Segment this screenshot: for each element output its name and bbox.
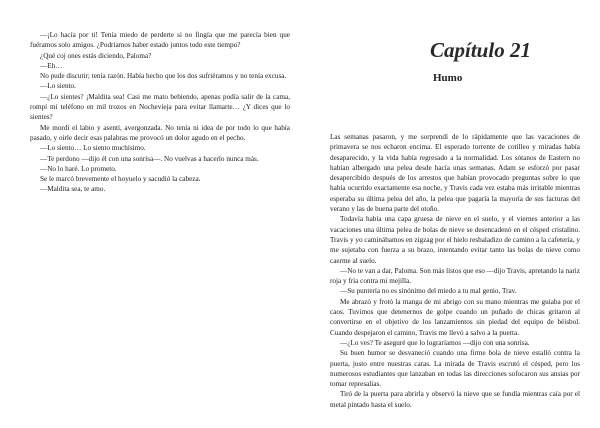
right-page-body xyxy=(330,132,580,410)
paragraph: Todavía había una capa gruesa de nieve en el suelo, y el viernes anterior a las vacaciones una última pelea de bolas de nieve se desencadenó en el césped cristalino. Travis y yo caminábamos en zigzag por el hielo resbaladizo de camino a la cafetería, y me sujetaba con fuerza a su brazo, intentando evitar tanto las bolas de nieve como caerme al suelo. xyxy=(330,215,580,265)
paragraph: No pude discutir; tenía razón. Había hecho que los dos sufriéramos y no tenía excusa. xyxy=(40,72,287,81)
paragraph: Me mordí el labio y asentí, avergonzada. No tenía ni idea de por todo lo que había pasado, y oírle decir esas palabras me provocó un dolor agudo en el pecho. xyxy=(30,123,290,142)
right-page xyxy=(300,0,600,428)
paragraph: —¿Lo ves? Te aseguré que lo lograríamos —dijo con una sonrisa. xyxy=(340,338,530,347)
paragraph: Las semanas pasaron, y me sorprendí de lo rápidamente que las vacaciones de primavera se nos echaron encima. El esperado torrente de cotilleo y miradas había desaparecido, y la vida había regresado a la normalidad. Los sótanos de Eastern no habían albergado una pelea desde hacía unas semanas. Adam se esforzó por pasar desapercibido después de los arrestos que habían provocado preguntas sobre lo que había ocurrido exactamente esa noche, y Travis cada vez estaba más irritable mientras esperaba su última pelea del año, la pelea que pagaría la mayoría de sus facturas del verano y las de buena parte del otoño. xyxy=(330,133,580,214)
paragraph: —No te van a dar, Paloma. Son más listos que eso —dijo Travis, apretando la nariz roja y fría contra mi mejilla. xyxy=(330,266,580,286)
paragraph: —Maldita sea, te amo. xyxy=(40,185,106,194)
paragraph: —¿Lo sientes? ¡Maldita sea! Casi me mato bebiendo, apenas podía salir de la cama, rompí mi teléfono en mil trozos en Nochevieja para evitar llamarte… ¿Y dices que lo sientes? xyxy=(30,92,290,122)
paragraph: Su buen humor se desvaneció cuando una firme bola de nieve estalló contra la puerta, justo entre nuestras caras. La mirada de Travis escrutó el césped, pero los numerosos estudiantes que lanzaban en todas las direcciones sofocaron sus ansias por tomar represalias. xyxy=(330,349,580,389)
paragraph: Se le marcó brevemente el hoyuelo y sacudió la cabeza. xyxy=(40,175,201,184)
paragraph: —No lo haré. Lo prometo. xyxy=(40,164,117,173)
paragraph: Me abrazó y frotó la manga de mi abrigo con su mano mientras me guiaba por el caos. Tuvimos que detenernos de golpe cuando un puñado de chicas gritaron al convertirse en el objetivo de los lanzamientos sin piedad del equipo de béisbol. Cuando despejaron el camino, Travis me llevó a salvo a la puerta. xyxy=(330,297,580,337)
paragraph: Tiró de la puerta para abrirla y observó la nieve que se fundía mientras caía por el metal pintado hasta el suelo. xyxy=(330,390,580,409)
paragraph: —Su puntería no es sinónimo del miedo a tu mal genio, Trav. xyxy=(340,287,517,296)
paragraph: —Te perdono —dijo él con una sonrisa—. No vuelvas a hacerlo nunca más. xyxy=(40,154,259,163)
paragraph: —Lo siento. xyxy=(40,82,76,91)
paragraph: ¿Qué coj ones estás diciendo, Paloma? xyxy=(40,51,152,60)
left-page-body xyxy=(30,30,290,195)
paragraph: —Eh… xyxy=(40,61,63,70)
paragraph: —¡Lo hacía por ti! Tenía miedo de perderte si no fingía que me parecía bien que fuéramos solo amigos. ¿Podríamos haber estado juntos todo este tiempo? xyxy=(30,31,290,50)
paragraph: —Lo siento… Lo siento muchísimo. xyxy=(40,144,146,153)
chapter-subtitle: Humo xyxy=(433,72,463,84)
chapter-title: Capítulo 21 xyxy=(430,38,531,62)
